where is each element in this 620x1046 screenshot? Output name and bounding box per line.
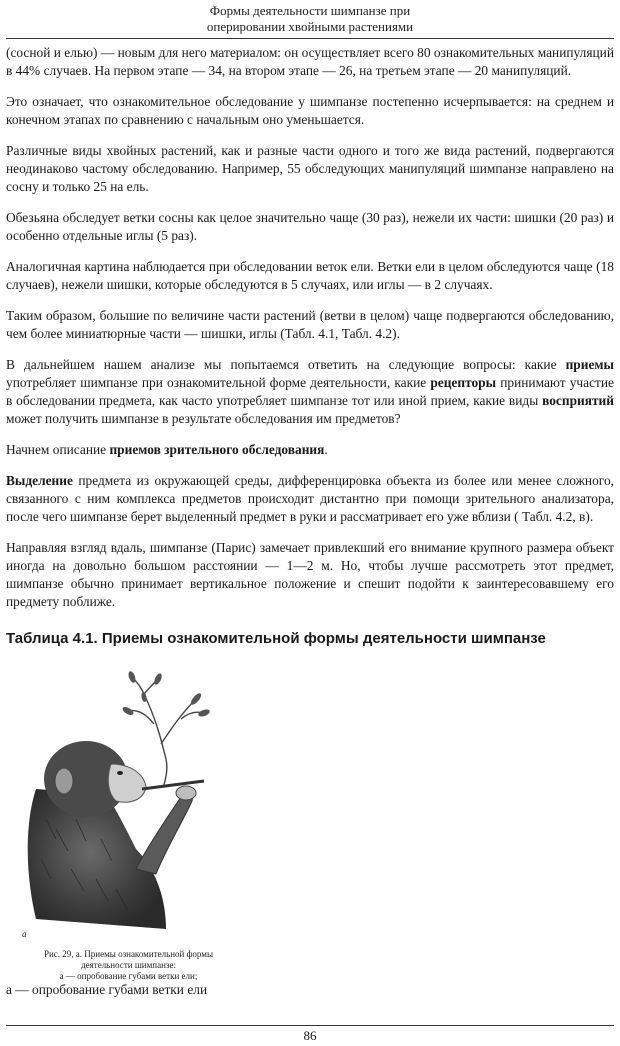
paragraph-9 — [6, 472, 614, 526]
paragraph-3: Различные виды хвойных растений, как и разные части одного и того же вида растений, подвергаются неодинаково частому обследованию. Например, 55 обследующих манипуляций шимпанзе направлено на сосну и только 25 на ель. — [6, 143, 614, 194]
figure-caption — [26, 949, 231, 982]
paragraph-1: (сосной и елью) — новым для него материалом: он осуществляет всего 80 ознакомительных манипуляций в 44% случаев. На первом этапе — 34, на втором этапе — 26, на третьем этапе — 20 манипуляций. — [6, 45, 614, 78]
p9-text: предмета из окружающей среды, дифференцировка объекта из более или менее сложного, связанного с ним комплекса предметов происходит дистантно при помощи зрительного анализатора, после чего шимпанзе берет выделенный предмет в руки и рассматривает его уже вблизи ( Табл. 4.2, в). — [6, 473, 614, 524]
page-number: 86 — [303, 1028, 317, 1043]
p7-term-receptory: рецепторы — [430, 375, 497, 390]
paragraph-6: Таким образом, большие по величине части растений (ветви в целом) чаще подвергаются обследованию, чем более миниатюрные части — шишки, иглы (Табл. 4.1, Табл. 4.2). — [6, 308, 614, 341]
paragraph-2: Это означает, что ознакомительное обследование у шимпанзе постепенно исчерпывается: на среднем и конечном этапах по сравнению с начальным оно уменьшается. — [6, 94, 614, 127]
figure-description: а — опробование губами ветки ели — [6, 982, 208, 997]
spruce-branch-sketch — [128, 677, 204, 785]
footer-rule — [6, 1025, 614, 1026]
figure-caption-line-1: Рис. 29, а. Приемы ознакомительной формы — [43, 949, 214, 959]
chimp-muzzle — [108, 764, 146, 802]
p9-term-vydelenie: Выделение — [6, 473, 73, 488]
paragraph-7 — [6, 356, 614, 428]
p8-term: приемов зрительного обследования — [109, 442, 325, 457]
figure-caption-line-2: деятельности шимпанзе: — [81, 960, 176, 970]
p7-term-vospriyatiy: восприятий — [542, 393, 614, 408]
p8-text-a: Начнем описание — [6, 442, 110, 457]
chimpanzee-sketch-image — [16, 669, 226, 949]
p7-term-priemy: приемы — [565, 357, 614, 372]
header-line-1: Формы деятельности шимпанзе при — [209, 3, 411, 18]
figure-chimp-illustration — [16, 669, 226, 999]
table-title: Таблица 4.1. Приемы ознакомительной формы деятельности шимпанзе — [6, 630, 546, 647]
p7-text-c: употребляет шимпанзе при ознакомительной форме деятельности, какие — [6, 375, 431, 390]
p7-text-e: может получить шимпанзе в результате обследования им предметов? — [6, 411, 401, 426]
p8-text-c: . — [324, 442, 328, 457]
p7-text-d: принимают участие в обследовании предмета, как часто употребляет шимпанзе тот или иной прием, какие виды — [6, 375, 614, 408]
paragraph-5: Аналогичная картина наблюдается при обследовании веток ели. Ветки ели в целом обследуются чаще (18 случаев), нежели шишки, которые обследуются в 5 случаях, или иглы — в 2 случаях. — [6, 259, 614, 292]
chimp-eye — [117, 771, 123, 775]
running-header — [0, 3, 620, 35]
header-rule — [6, 38, 614, 39]
p7-text-a: В дальнейшем нашем анализе мы попытаемся ответить на следующие вопросы: какие — [6, 357, 566, 372]
paragraph-4: Обезьяна обследует ветки сосны как целое значительно чаще (30 раз), нежели их части: шишки (20 раз) и особенно отдельные иглы (5 раз). — [6, 210, 614, 243]
branch-stick — [142, 781, 204, 789]
chimp-hand — [176, 786, 196, 800]
paragraph-10: Направляя взгляд вдаль, шимпанзе (Парис) замечает привлекший его внимание крупного размера объект иногда на довольно большом расстоянии — 1—2 м. Но, чтобы лучше рассмотреть этот предмет, шимпанзе обычно принимает вертикальное положение и спешит подойти к заинтересовавшему его предмету поближе. — [6, 540, 614, 609]
chimp-ear — [55, 768, 73, 794]
chimp-arm — [136, 794, 192, 874]
figure-caption-line-3: а — опробование губами ветки ели; — [59, 971, 198, 981]
page-body — [6, 44, 614, 999]
header-line-2: оперировании хвойными растениями — [206, 19, 414, 34]
figure-panel-letter: а — [22, 929, 27, 939]
paragraph-8 — [6, 441, 614, 459]
